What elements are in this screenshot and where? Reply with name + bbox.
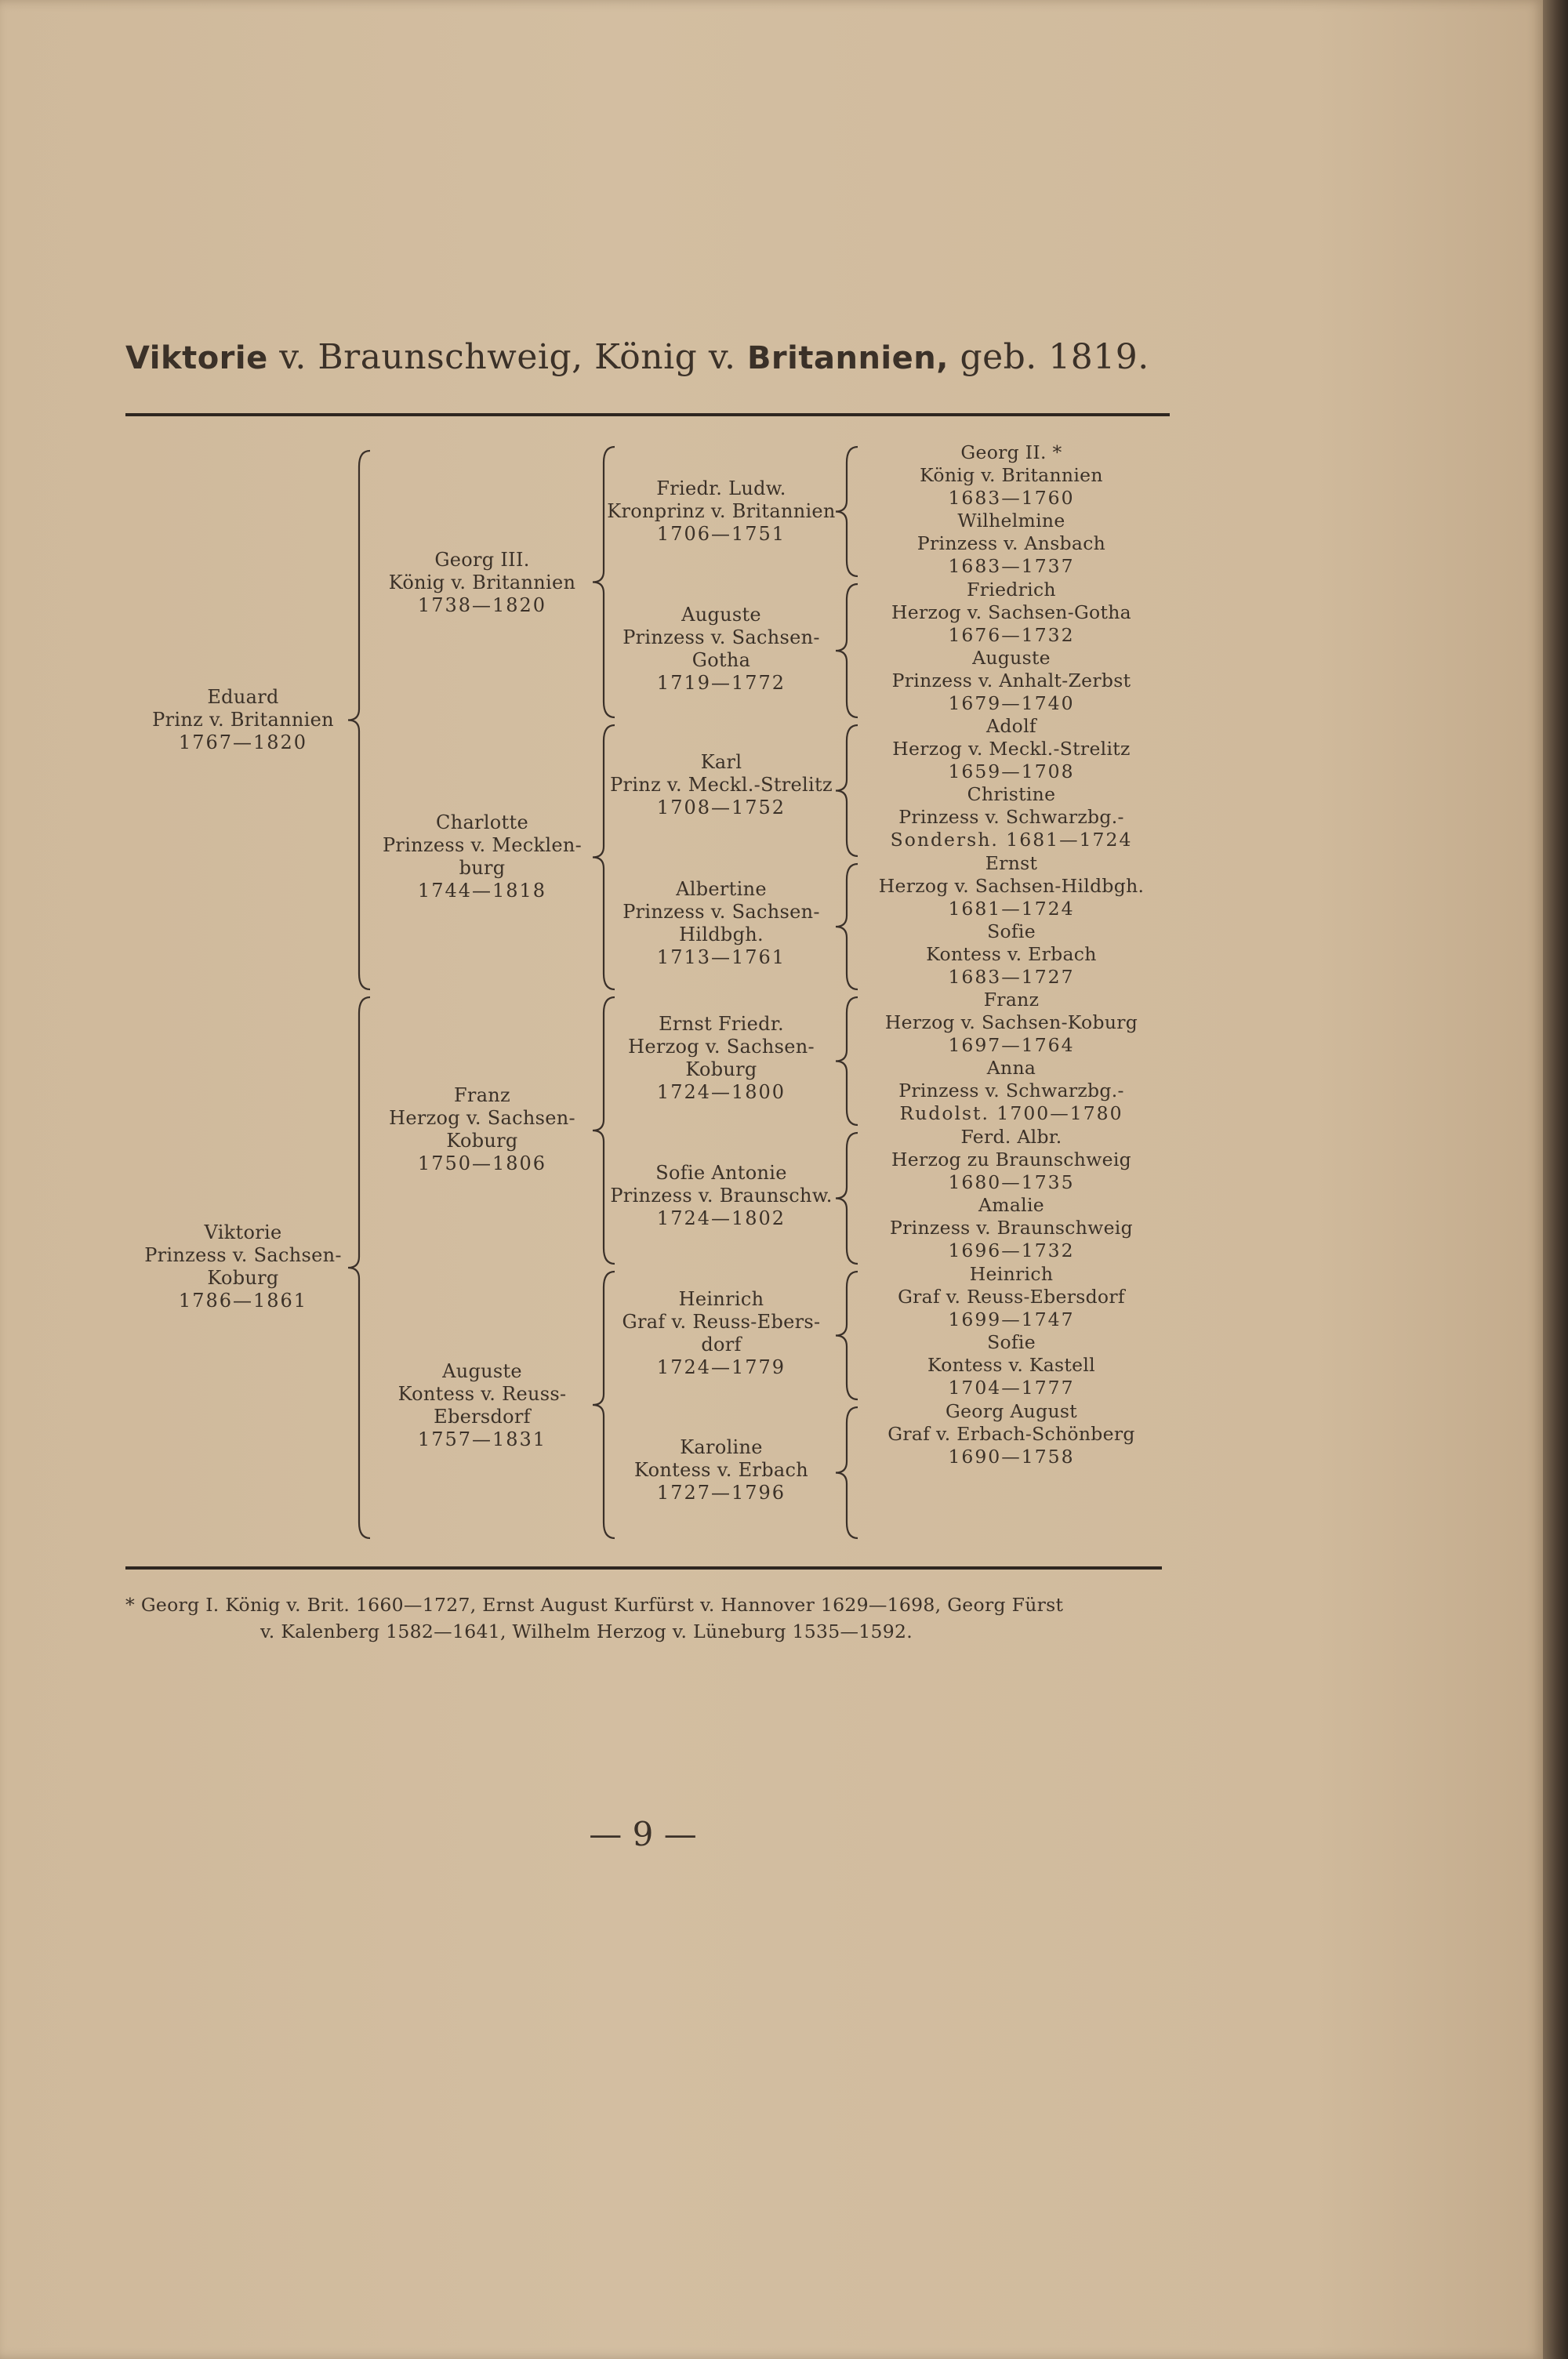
- person-title: Kontess v. Erbach: [634, 1459, 808, 1481]
- person-years: 1683—1727: [948, 966, 1075, 988]
- person-name: Sofie Antonie: [655, 1162, 787, 1184]
- title-birth: geb. 1819.: [948, 337, 1149, 377]
- person-years: 1713—1761: [656, 946, 786, 968]
- brace-g4-4: [836, 997, 858, 1125]
- brace-g4-7: [836, 1407, 858, 1538]
- brace-g2-0: [348, 451, 370, 989]
- person-name: Friedrich: [967, 579, 1056, 601]
- person-title: Graf v. Reuss-Ebers-: [622, 1311, 821, 1333]
- person-title: Prinz v. Meckl.-Strelitz: [610, 774, 833, 796]
- person-title: Prinzess v. Schwarzbg.-: [898, 1080, 1124, 1101]
- person-years: 1744—1818: [417, 880, 547, 902]
- person-years: 1724—1802: [656, 1207, 786, 1229]
- person-name: Franz: [983, 989, 1040, 1011]
- person-title: Prinzess v. Mecklen-: [382, 834, 583, 856]
- person-title: Prinzess v. Braunschw.: [610, 1185, 833, 1207]
- person-years: 1757—1831: [417, 1428, 547, 1450]
- person-title: König v. Britannien: [920, 464, 1103, 486]
- brace-g2-1: [348, 997, 370, 1538]
- person-years: 1719—1772: [656, 672, 786, 694]
- person-title: Prinzess v. Anhalt-Zerbst: [891, 670, 1131, 691]
- person-title-cont: Koburg: [207, 1267, 279, 1289]
- person-name: Ernst Friedr.: [659, 1013, 784, 1035]
- person-title: König v. Britannien: [388, 572, 576, 593]
- person-years: 1704—1777: [948, 1377, 1075, 1399]
- person-years: 1679—1740: [948, 692, 1075, 714]
- person-years: 1699—1747: [948, 1308, 1075, 1330]
- person-title: Herzog v. Sachsen-Gotha: [891, 601, 1131, 623]
- person-name: Friedr. Ludw.: [656, 477, 786, 499]
- person-title: Prinz v. Britannien: [152, 709, 334, 731]
- brace-g4-1: [836, 584, 858, 717]
- person-name: Georg II. *: [960, 441, 1062, 463]
- person-name: Karl: [700, 751, 742, 773]
- person-name: Anna: [986, 1057, 1036, 1079]
- person-name: Adolf: [986, 715, 1036, 737]
- person-title: Kontess v. Reuss-: [397, 1383, 567, 1405]
- person-years: Rudolst. 1700—1780: [899, 1102, 1123, 1124]
- person-title-cont: Hildbgh.: [679, 924, 764, 945]
- person-name: Viktorie: [204, 1221, 282, 1243]
- person-name: Heinrich: [678, 1288, 764, 1310]
- brace-g3-3: [593, 1272, 615, 1538]
- person-title: Kontess v. Kastell: [927, 1354, 1095, 1376]
- footnote: [125, 1591, 1176, 1645]
- person-title: Herzog v. Meckl.-Strelitz: [892, 738, 1131, 760]
- person-title-cont: Koburg: [685, 1058, 757, 1080]
- person-title-cont: Koburg: [446, 1130, 518, 1152]
- person-title: Herzog v. Sachsen-: [628, 1036, 815, 1058]
- person-years: 1676—1732: [948, 624, 1075, 646]
- person-title-cont: burg: [459, 857, 506, 879]
- person-years: 1724—1800: [656, 1081, 786, 1103]
- title-country: Britannien,: [746, 340, 949, 376]
- person-title: Herzog v. Sachsen-: [389, 1107, 575, 1129]
- person-years: 1680—1735: [948, 1171, 1075, 1193]
- person-name: Franz: [453, 1084, 511, 1106]
- brace-g4-5: [836, 1133, 858, 1264]
- person-name: Amalie: [978, 1194, 1044, 1216]
- person-title: Prinzess v. Sachsen-: [144, 1244, 342, 1266]
- title-middle: v. Braunschweig, König v.: [267, 337, 747, 377]
- person-name: Sofie: [987, 920, 1036, 942]
- person-title: Prinzess v. Schwarzbg.-: [898, 806, 1124, 828]
- person-name: Auguste: [972, 647, 1051, 669]
- person-name: Eduard: [207, 686, 279, 708]
- brace-g4-3: [836, 864, 858, 989]
- person-years: 1696—1732: [948, 1239, 1075, 1261]
- person-years: 1681—1724: [948, 898, 1075, 920]
- page-number: — 9 —: [589, 1815, 697, 1853]
- person-years: 1727—1796: [656, 1482, 786, 1504]
- brace-g3-1: [593, 725, 615, 989]
- brace-g3-0: [593, 447, 615, 717]
- person-name: Karoline: [680, 1436, 763, 1458]
- person-years: 1690—1758: [948, 1446, 1075, 1468]
- person-years: 1683—1760: [948, 487, 1075, 509]
- person-title: Herzog zu Braunschweig: [891, 1149, 1131, 1170]
- person-name: Georg August: [946, 1400, 1077, 1422]
- person-title-cont: Ebersdorf: [434, 1406, 531, 1428]
- person-years: 1697—1764: [948, 1034, 1075, 1056]
- person-title: Kronprinz v. Britannien: [607, 500, 836, 522]
- person-title: Graf v. Erbach-Schönberg: [887, 1423, 1135, 1445]
- bottom-rule: [125, 1566, 1162, 1570]
- person-title: Herzog v. Sachsen-Koburg: [884, 1011, 1138, 1033]
- person-years: 1750—1806: [417, 1152, 547, 1174]
- person-title: Prinzess v. Braunschweig: [890, 1217, 1133, 1239]
- person-name: Charlotte: [436, 811, 528, 833]
- person-title: Prinzess v. Sachsen-: [622, 901, 820, 923]
- person-title: Graf v. Reuss-Ebersdorf: [898, 1286, 1125, 1308]
- person-title: Prinzess v. Sachsen-: [622, 626, 820, 648]
- person-years: 1724—1779: [656, 1356, 786, 1378]
- footnote-line-1: * Georg I. König v. Brit. 1660—1727, Ernst August Kurfürst v. Hannover 1629—1698, Georg Fürst: [125, 1594, 1064, 1616]
- brace-g4-2: [836, 725, 858, 856]
- person-name: Christine: [967, 783, 1056, 805]
- person-title-cont: dorf: [701, 1334, 742, 1356]
- person-name: Heinrich: [969, 1263, 1054, 1285]
- person-title: Kontess v. Erbach: [926, 943, 1097, 965]
- person-years: 1786—1861: [178, 1290, 308, 1312]
- person-name: Ferd. Albr.: [960, 1126, 1062, 1148]
- person-years: 1767—1820: [178, 731, 308, 753]
- person-name: Albertine: [676, 878, 767, 900]
- person-name: Auguste: [442, 1360, 522, 1382]
- person-title: Prinzess v. Ansbach: [916, 532, 1106, 554]
- person-years: Sondersh. 1681—1724: [890, 829, 1133, 851]
- person-name: Auguste: [681, 604, 761, 626]
- person-years: 1659—1708: [948, 760, 1075, 782]
- person-years: 1738—1820: [417, 594, 547, 616]
- person-years: 1683—1737: [948, 555, 1075, 577]
- brace-g3-2: [593, 997, 615, 1264]
- person-name: Sofie: [987, 1331, 1036, 1353]
- person-name: Wilhelmine: [957, 510, 1065, 532]
- person-name: Georg III.: [434, 549, 530, 571]
- person-name: Ernst: [985, 852, 1038, 874]
- footnote-line-2: v. Kalenberg 1582—1641, Wilhelm Herzog v. Lüneburg 1535—1592.: [260, 1620, 913, 1642]
- person-years: 1708—1752: [656, 797, 786, 818]
- title-name: Viktorie: [125, 340, 268, 376]
- person-years: 1706—1751: [656, 523, 786, 545]
- person-title-cont: Gotha: [691, 649, 751, 671]
- brace-g4-0: [836, 447, 858, 576]
- person-title: Herzog v. Sachsen-Hildbgh.: [878, 875, 1145, 897]
- brace-g4-6: [836, 1272, 858, 1399]
